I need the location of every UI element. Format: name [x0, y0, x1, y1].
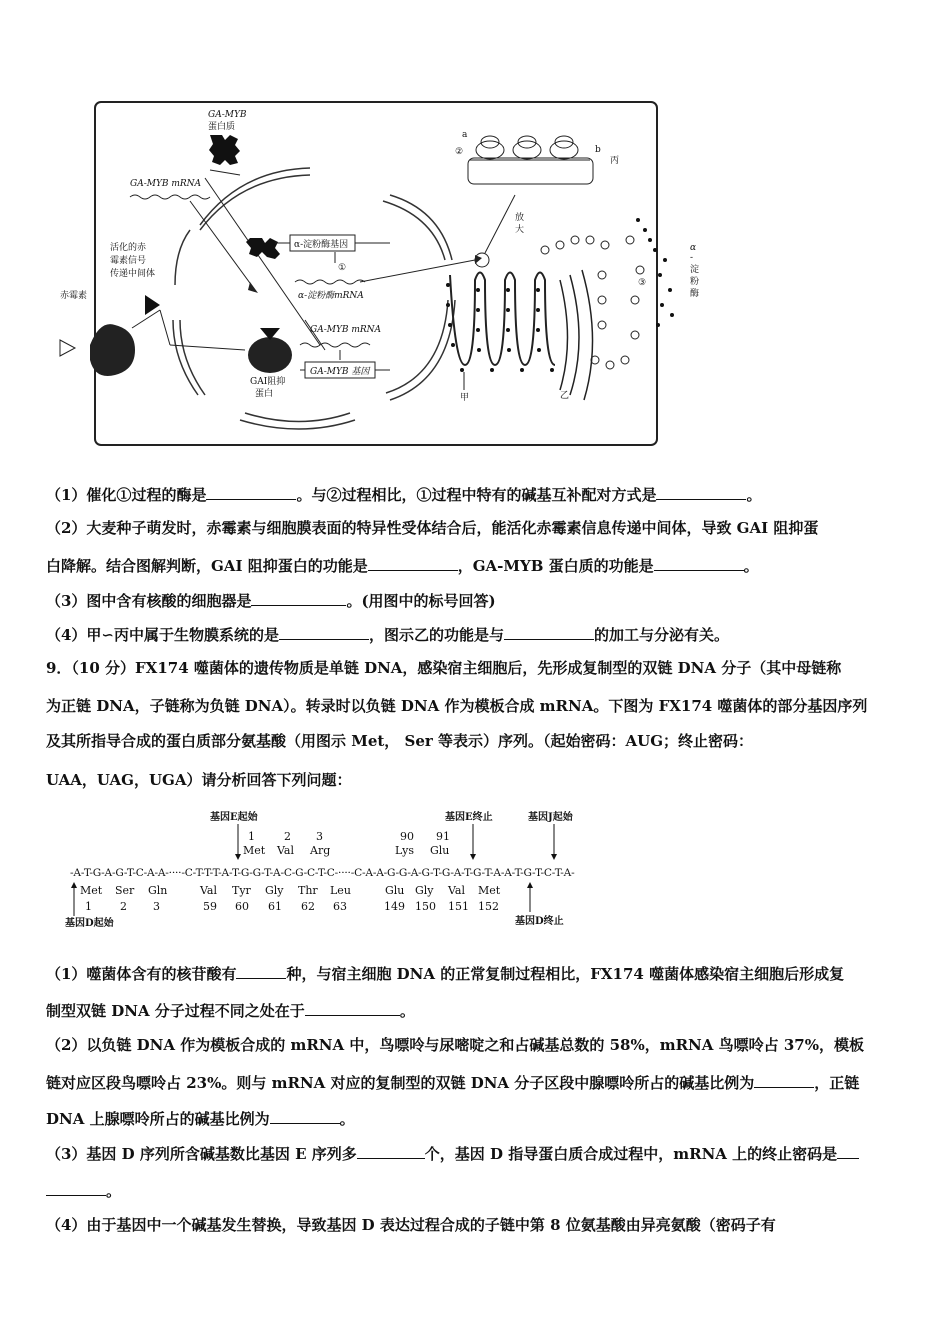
- bottom-aa: Tyr: [232, 884, 251, 897]
- q9-sub-line-7: 。: [46, 1180, 910, 1201]
- gene-e-start-label: 基因E起始: [210, 812, 258, 823]
- blank-2[interactable]: [656, 484, 746, 500]
- amylase-dots: [636, 218, 674, 327]
- blank-5[interactable]: [251, 590, 346, 606]
- amylase-mrna-wave: [295, 280, 365, 284]
- bottom-aa: Glu: [385, 884, 405, 897]
- gene-sequence-figure: [60, 808, 630, 933]
- q9-sub-line-8: （4）由于基因中一个碱基发生替换，导致基因 D 表达过程合成的子链中第 8 位氨基酸由异亮氨酸（密码子有: [46, 1216, 776, 1234]
- blank-6[interactable]: [279, 624, 369, 640]
- q9-sub-line-3: （2）以负链 DNA 作为模板合成的 mRNA 中，鸟嘌呤与尿嘧啶之和占碱基总数的 58%，mRNA 鸟嘌呤占 37%，模板: [46, 1036, 864, 1054]
- gene-d-start-label: 基因D起始: [65, 918, 114, 929]
- activated-label-1: 活化的赤: [110, 243, 147, 253]
- zoom-box: [468, 158, 593, 184]
- activated-label-2: 霉素信号: [110, 256, 147, 266]
- q9-sub-line-5: DNA 上腺嘌呤所占的碱基比例为 。: [46, 1110, 355, 1128]
- bottom-num: 62: [301, 900, 315, 913]
- circle-1-label: ①: [338, 263, 347, 273]
- bottom-aa: Met: [478, 884, 501, 897]
- bottom-aa: Thr: [298, 884, 318, 897]
- label-bing: 丙: [610, 156, 620, 166]
- blank-13a[interactable]: [837, 1143, 859, 1159]
- blank-1[interactable]: [206, 484, 296, 500]
- activated-label-3: 传递中间体: [110, 269, 156, 279]
- bottom-num: 61: [268, 900, 282, 913]
- bottom-num: 150: [415, 900, 436, 913]
- circle-3-label: ③: [638, 278, 647, 288]
- gamyb-mrna-right-label: GA-MYB mRNA: [310, 325, 382, 335]
- gibberellin-triangle-icon: [60, 340, 75, 356]
- bottom-aa: Ser: [115, 884, 135, 897]
- bottom-aa: Val: [448, 884, 466, 897]
- bottom-num: 60: [235, 900, 249, 913]
- arrow-diagonal: [205, 178, 320, 345]
- gene-e-end-label: 基因E终止: [445, 812, 493, 823]
- gibberellin-label: 赤霉素: [60, 291, 88, 301]
- polysome: [470, 136, 590, 160]
- bottom-num: 3: [153, 900, 160, 913]
- blank-7[interactable]: [504, 624, 594, 640]
- q8-line-5: （4）甲∽丙中属于生物膜系统的是 ，图示乙的功能是与 的加工与分泌有关。: [46, 626, 730, 644]
- bottom-aa: Val: [200, 884, 218, 897]
- bottom-num: 59: [203, 900, 217, 913]
- blank-12[interactable]: [357, 1143, 425, 1159]
- q8-line-3: 白降解。结合图解判断，GAI 阻抑蛋白的功能是 ，GA-MYB 蛋白质的功能是 。: [46, 557, 759, 575]
- bottom-num: 2: [120, 900, 127, 913]
- circle-2-label: ②: [455, 147, 464, 157]
- gene-j-start-label: 基因J起始: [528, 812, 573, 823]
- bottom-num: 1: [85, 900, 92, 913]
- q9-sub-line-4: 链对应区段鸟嘌呤占 23%。则与 mRNA 对应的复制型的双链 DNA 分子区段中腺嘌呤所占的碱基比例为 ，正链: [46, 1074, 860, 1092]
- bottom-aa: Met: [80, 884, 103, 897]
- amylase-out-2: -: [690, 253, 694, 263]
- gamyb-mrna-left-label: GA-MYB mRNA: [130, 179, 202, 189]
- label-jia: 甲: [460, 393, 470, 403]
- receptor-icon: [90, 324, 135, 376]
- bottom-num: 149: [384, 900, 405, 913]
- q8-line-1: （1）催化①过程的酶是 。与②过程相比，①过程中特有的碱基互补配对方式是 。: [46, 486, 762, 504]
- top-aa: Glu: [430, 844, 450, 857]
- amylase-out-5: 酶: [690, 289, 700, 299]
- blank-8[interactable]: [236, 963, 286, 979]
- label-b: b: [595, 145, 601, 155]
- gai-label-2: 蛋白: [255, 389, 274, 399]
- magnify-label-1: 放: [515, 213, 525, 223]
- q9-line-4: UAA，UAG，UGA）请分析回答下列问题：: [46, 771, 352, 789]
- q9-sub-line-6: （3）基因 D 序列所含碱基数比基因 E 序列多 个，基因 D 指导蛋白质合成过程中，mRNA 上的终止密码是: [46, 1143, 910, 1164]
- magnify-label-2: 大: [515, 225, 525, 235]
- q9-sub-line-2: 制型双链 DNA 分子过程不同之处在于 。: [46, 1002, 415, 1020]
- q9-line-2: 为正链 DNA，子链称为负链 DNA）。转录时以负链 DNA 作为模板合成 mRNA。下图为 FX174 噬菌体的部分基因序列: [46, 697, 868, 715]
- amylase-mrna-label: α-淀粉酶mRNA: [298, 291, 364, 301]
- q9-line-3: 及其所指导合成的蛋白质部分氨基酸（用图示 Met， Ser 等表示）序列。（起始密码：AUG；终止密码：: [46, 732, 754, 750]
- bottom-aa: Gly: [265, 884, 284, 897]
- blank-9[interactable]: [305, 1000, 400, 1016]
- gene-d-end-label: 基因D终止: [515, 916, 564, 927]
- top-num: 91: [436, 830, 450, 843]
- blank-11[interactable]: [270, 1108, 340, 1124]
- top-num: 2: [284, 830, 291, 843]
- golgi: [560, 270, 593, 400]
- bottom-num: 151: [448, 900, 469, 913]
- label-yi: 乙: [560, 391, 570, 401]
- amylase-out-1: α: [690, 243, 697, 253]
- bottom-aa: Gly: [415, 884, 434, 897]
- top-num: 3: [316, 830, 323, 843]
- blank-13b[interactable]: [46, 1180, 106, 1196]
- gai-label-1: GAI阻抑: [250, 377, 286, 387]
- gamyb-protein-icon: [209, 135, 240, 165]
- gai-protein-icon: [248, 337, 292, 373]
- protein-word-label: 蛋白质: [208, 122, 236, 132]
- top-aa: Lys: [395, 844, 414, 857]
- top-aa: Met: [243, 844, 266, 857]
- blank-3[interactable]: [368, 555, 458, 571]
- gamyb-gene-label: GA-MYB 基因: [310, 367, 370, 377]
- q8-line-4: （3）图中含有核酸的细胞器是 。(用图中的标号回答): [46, 592, 496, 610]
- top-num: 90: [400, 830, 414, 843]
- dna-sequence: -A-T-G-A-G-T-C-A-A-····-C-T-T-T-A-T-G-G-T-A-C-G-C-T-C-····-C-A-A-G-G-A-G-T-G-A-T-G-T-A-A-T-G-T-C-T-A-: [70, 867, 575, 879]
- bottom-aa: Leu: [330, 884, 351, 897]
- top-num: 1: [248, 830, 255, 843]
- q8-line-2: （2）大麦种子萌发时，赤霉素与细胞膜表面的特异性受体结合后，能活化赤霉素信息传递中间体，导致 GAI 阻抑蛋: [46, 519, 819, 537]
- bottom-aa: Gln: [148, 884, 168, 897]
- blank-10[interactable]: [754, 1072, 814, 1088]
- bottom-num: 63: [333, 900, 347, 913]
- gamyb-protein-label: GA-MYB: [208, 110, 247, 120]
- blank-4[interactable]: [654, 555, 744, 571]
- cell-diagram: [60, 100, 700, 450]
- q9-sub-line-1: （1）噬菌体含有的核苷酸有 种，与宿主细胞 DNA 的正常复制过程相比，FX174 噬菌体感染宿主细胞后形成复: [46, 965, 845, 983]
- cell-membrane: [95, 102, 657, 445]
- gamyb-mrna-left-wave: [130, 195, 210, 199]
- top-aa: Arg: [310, 844, 331, 857]
- label-a: a: [462, 130, 468, 140]
- amylase-out-3: 淀: [690, 265, 700, 275]
- top-aa: Val: [277, 844, 295, 857]
- q9-line-1: 9．（10 分）FX174 噬菌体的遗传物质是单链 DNA，感染宿主细胞后，先形成复制型的双链 DNA 分子（其中母链称: [46, 659, 842, 677]
- amylase-gene-label: α-淀粉酶基因: [294, 240, 349, 250]
- gamyb-bound-icon: [246, 238, 280, 259]
- bottom-num: 152: [478, 900, 499, 913]
- amylase-out-4: 粉: [690, 277, 700, 287]
